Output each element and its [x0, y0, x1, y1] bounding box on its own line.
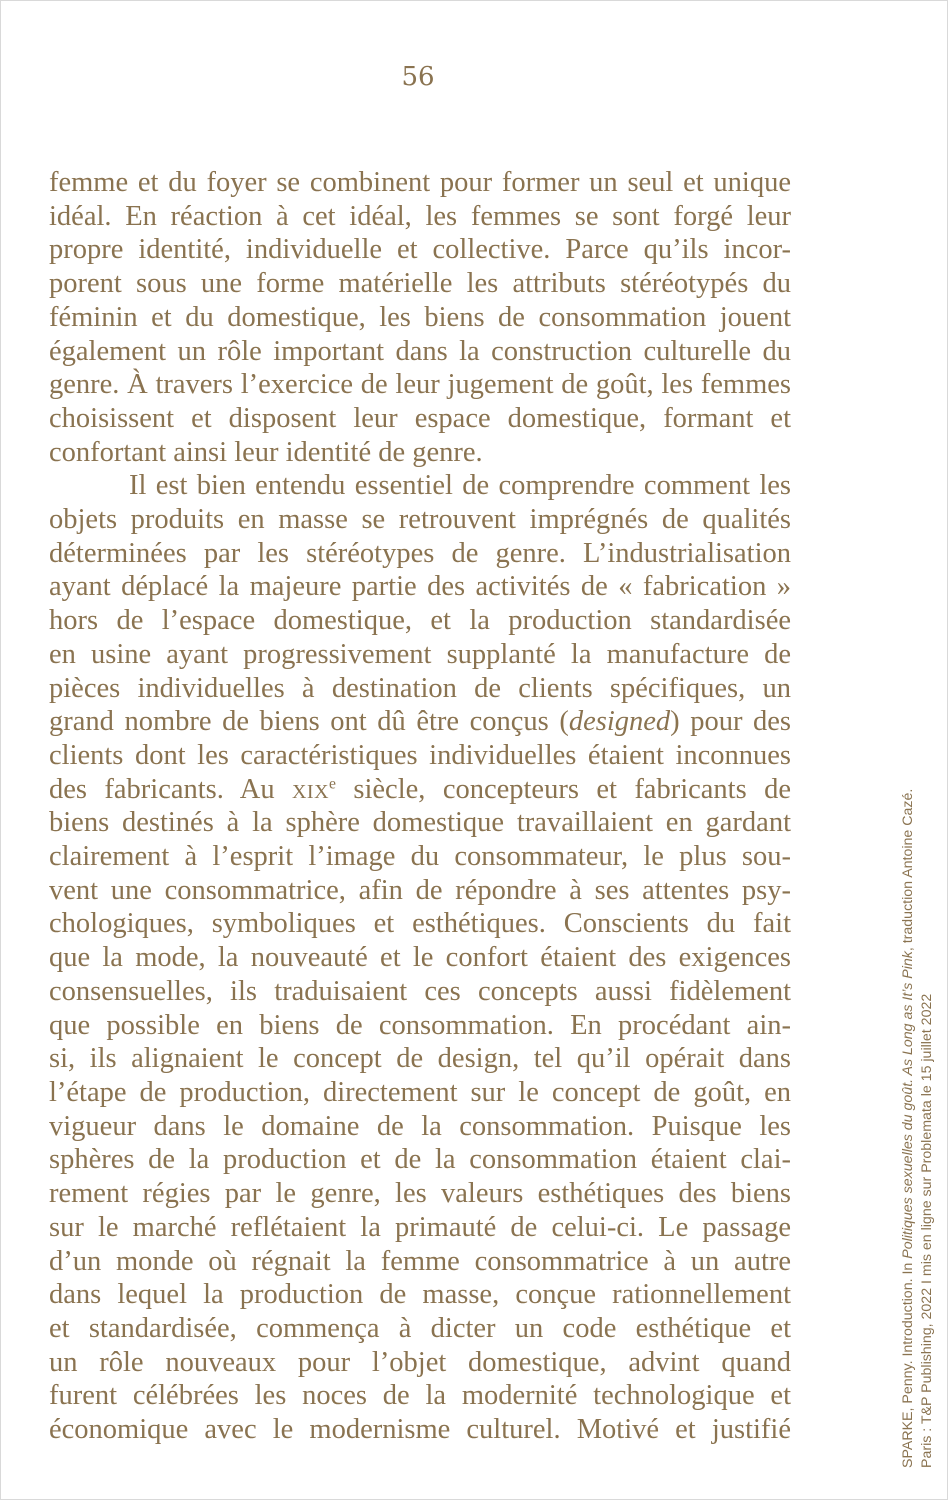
text-line: Il est bien entendu essentiel de comprendre comment les	[129, 470, 791, 502]
text-line: un rôle nouveaux pour l’objet domestique, advint quand	[49, 1346, 791, 1378]
side-reference	[899, 789, 937, 1468]
text-line: pièces individuelles à destination de clients spécifiques, un	[49, 672, 791, 704]
text-line: en usine ayant progressivement supplanté la manufacture de	[49, 638, 791, 670]
text-line: clients dont les caractéristiques individuelles étaient inconnues	[49, 739, 791, 771]
text-line: vigueur dans le domaine de la consommation. Puisque les	[49, 1110, 791, 1142]
text-line: grand nombre de biens ont dû être conçus (designed) pour des	[49, 706, 792, 738]
text-line: idéal. En réaction à cet idéal, les femmes se sont forgé leur	[49, 200, 791, 232]
text-line: l’étape de production, directement sur le concept de goût, en	[49, 1076, 791, 1108]
text-line: ayant déplacé la majeure partie des activités de « fabrication »	[49, 571, 791, 603]
text-line: des fabricants. Au xix$^e$ siècle, concepteurs et fabricants de	[49, 773, 791, 805]
side-reference-line-1: SPARKE, Penny. Introduction. In Politiques sexuelles du goût. As Long as It’s Pink, traduction Antoine Cazé.	[900, 788, 916, 1468]
text-line: consensuelles, ils traduisaient ces concepts aussi fidèlement	[49, 975, 791, 1007]
text-line: chologiques, symboliques et esthétiques. Conscients du fait	[49, 908, 791, 940]
text-line: femme et du foyer se combinent pour former un seul et unique	[49, 167, 791, 198]
page-number: 56	[401, 62, 435, 92]
text-line: clairement à l’esprit l’image du consommateur, le plus sou-	[49, 841, 791, 873]
body-text	[49, 166, 791, 1447]
text-line: sur le marché reflétaient la primauté de celui-ci. Le passage	[49, 1211, 791, 1243]
text-line: d’un monde où régnait la femme consommatrice à un autre	[49, 1245, 791, 1277]
text-line: déterminées par les stéréotypes de genre. L’industrialisation	[49, 537, 791, 569]
text-line: porent sous une forme matérielle les attributs stéréotypés du	[49, 268, 791, 300]
text-line: hors de l’espace domestique, et la production standardisée	[49, 605, 791, 637]
side-reference-line-2: Paris : T&P Publishing, 2022 I mis en ligne sur Problemata le 15 juillet 2022	[919, 993, 935, 1468]
text-line: dans lequel la production de masse, conçue rationnellement	[49, 1279, 791, 1311]
text-line: furent célébrées les noces de la modernité technologique et	[49, 1380, 791, 1412]
text-line: vent une consommatrice, afin de répondre à ses attentes psy-	[49, 874, 791, 906]
text-line: propre identité, individuelle et collective. Parce qu’ils incor-	[49, 234, 791, 266]
text-line: biens destinés à la sphère domestique travaillaient en gardant	[49, 807, 791, 839]
paragraph	[49, 166, 791, 469]
text-line: rement régies par le genre, les valeurs esthétiques des biens	[49, 1178, 791, 1210]
text-line: confortant ainsi leur identité de genre.	[49, 436, 483, 468]
text-line: choisissent et disposent leur espace domestique, formant et	[49, 402, 791, 434]
text-line: objets produits en masse se retrouvent imprégnés de qualités	[49, 504, 791, 536]
paragraph	[49, 469, 791, 1446]
text-line: que la mode, la nouveauté et le confort étaient des exigences	[49, 942, 791, 974]
text-line: genre. À travers l’exercice de leur jugement de goût, les femmes	[49, 369, 791, 401]
text-line: si, ils alignaient le concept de design, tel qu’il opérait dans	[49, 1043, 791, 1075]
text-line: que possible en biens de consommation. En procédant ain-	[49, 1009, 791, 1041]
text-line: sphères de la production et de la consommation étaient clai-	[49, 1144, 791, 1176]
text-line: féminin et du domestique, les biens de consommation jouent	[49, 301, 791, 333]
text-line: économique avec le modernisme culturel. Motivé et justifié	[49, 1414, 791, 1446]
text-line: et standardisée, commença à dicter un code esthétique et	[49, 1312, 791, 1344]
text-line: également un rôle important dans la construction culturelle du	[49, 335, 791, 367]
